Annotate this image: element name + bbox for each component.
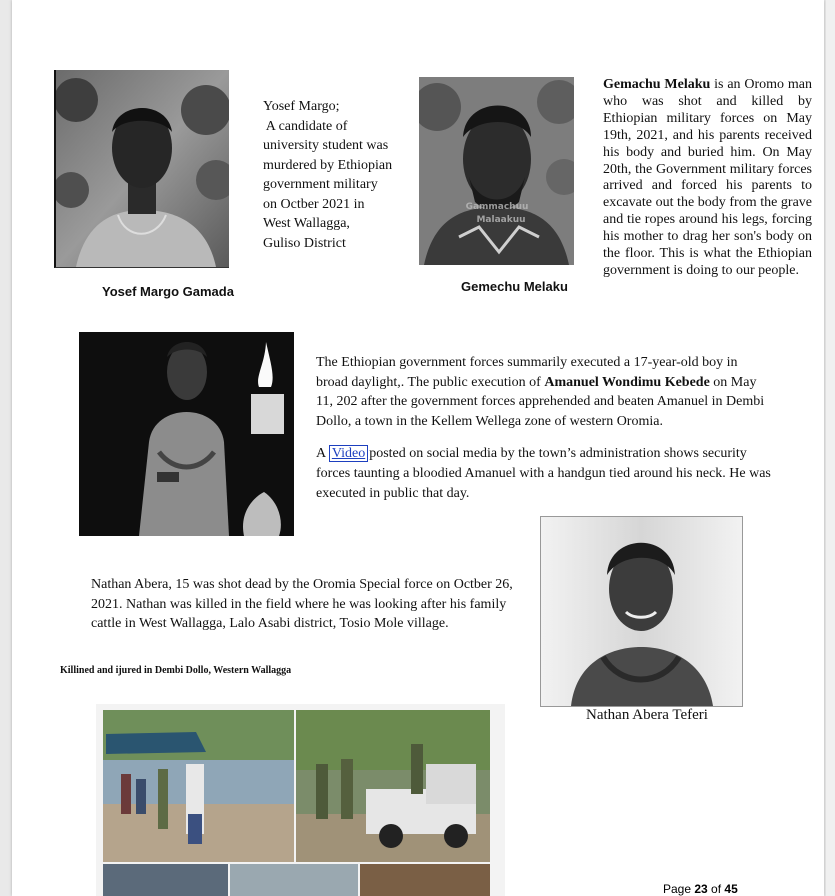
killed-injured-heading: Killined and ijured in Dembi Dollo, Western Wallagga — [60, 665, 292, 676]
amanuel-name: Amanuel Wondimu Kebede — [544, 374, 710, 390]
yosef-bio-line: Yosef Margo; — [263, 99, 340, 114]
document-page — [12, 0, 824, 896]
gemachu-photo — [419, 77, 574, 265]
gemachu-caption: Gemechu Melaku — [461, 279, 568, 294]
yosef-bio-line: murdered by Ethiopian — [263, 157, 393, 173]
yosef-bio-line: Guliso District — [263, 235, 346, 251]
amanuel-para2-text-end: posted on social media by the town’s administration shows security forces taunting a bloodied Amanuel with a handgun tied around his neck. He was executed in public that day. — [316, 446, 771, 501]
yosef-bio-line: on Octber 2021 in — [263, 196, 365, 212]
yosef-bio-line: West Wallagga, — [263, 216, 350, 231]
yosef-photo — [54, 70, 229, 268]
gemachu-bio — [603, 77, 812, 280]
page-number — [663, 882, 738, 896]
scrollbar[interactable] — [826, 0, 835, 896]
amanuel-para1-text-end: on May 11, 202 after the government forces apprehended and beaten Amanuel in Dembi Dollo, a town in the Kellem Wellega zone of western Oromia. — [316, 374, 765, 429]
yosef-bio-line: A candidate of — [263, 118, 348, 134]
page-total: 45 — [724, 882, 738, 896]
video-link[interactable]: Video — [329, 445, 368, 462]
amanuel-paragraph-1 — [316, 353, 771, 431]
amanuel-photo — [79, 332, 294, 536]
nathan-photo — [540, 516, 743, 707]
amanuel-para1-text: The Ethiopian government forces summarily executed a 17-year-old boy in broad daylight,. The public execution of — [316, 355, 738, 390]
nathan-paragraph: Nathan Abera, 15 was shot dead by the Oromia Special force on Octber 26, 2021. Nathan was killed in the field where he was looking after his family cattle in West Wallagga, Lalo Asabi district, Tosio Mole village. — [91, 577, 513, 632]
page-label: Page — [663, 882, 695, 896]
amanuel-paragraph-2 — [316, 444, 771, 504]
yosef-caption: Yosef Margo Gamada — [102, 284, 234, 299]
yosef-bio-line: university student was — [263, 138, 389, 153]
page-of: of — [707, 882, 725, 896]
yosef-bio-line: government military — [263, 177, 378, 192]
gemachu-name: Gemachu Melaku — [603, 77, 711, 92]
gemachu-watermark-2: Malaakuu — [476, 215, 526, 225]
page-current: 23 — [694, 882, 708, 896]
gemachu-bio-text: is an Oromo man who was shot and killed by Ethiopian military forces on May 19th, 2021, and his parents received his body and buried him. On May 20th, the Government military forces arrived and forced his parents to excavate out the body from the grave and tie ropes around his legs, forcing his mother to drag her son's body on the floor. This is what the Ethiopian government is doing to our people. — [603, 77, 812, 278]
gemachu-watermark-1: Gammachuu — [465, 202, 529, 212]
nathan-caption: Nathan Abera Teferi — [586, 707, 708, 723]
yosef-bio — [263, 97, 413, 253]
dembi-dollo-collage — [96, 704, 505, 896]
amanuel-para2-text: A — [316, 446, 329, 461]
